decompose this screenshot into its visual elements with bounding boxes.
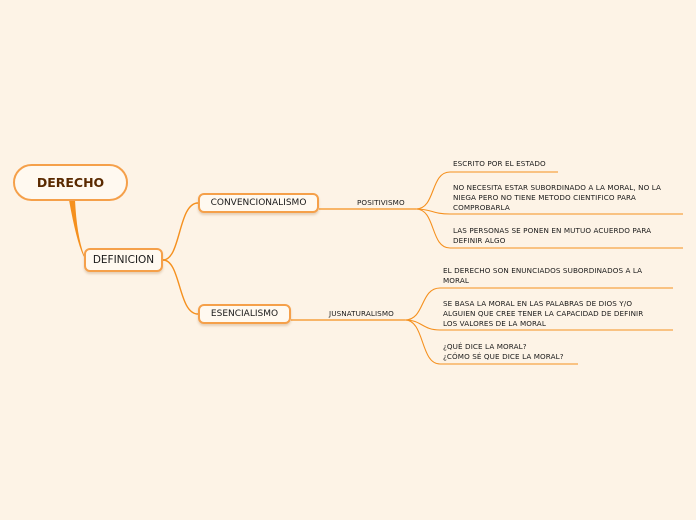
node-esencialismo[interactable]: ESENCIALISMO — [198, 304, 291, 324]
definicion-to-convencionalismo-connector — [163, 203, 198, 260]
leaf-positivismo-1[interactable]: ESCRITO POR EL ESTADO — [453, 159, 546, 168]
node-jusnaturalismo[interactable]: JUSNATURALISMO — [329, 309, 394, 318]
node-definicion[interactable]: DEFINICION — [84, 248, 163, 272]
leaf-positivismo-2[interactable]: NO NECESITA ESTAR SUBORDINADO A LA MORAL, NO LA NIEGA PERO NO TIENE METODO CIENTIFICO PARA COMPROBARLA — [453, 183, 662, 212]
root-node-derecho[interactable]: DERECHO — [13, 164, 128, 201]
leaf-jusnaturalismo-3[interactable]: ¿QUÉ DICE LA MORAL? ¿CÓMO SÉ QUE DICE LA MORAL? — [443, 342, 564, 361]
node-convencionalismo[interactable]: CONVENCIONALISMO — [198, 193, 319, 213]
definicion-to-esencialismo-connector — [163, 260, 198, 314]
leaf-positivismo-3[interactable]: LAS PERSONAS SE PONEN EN MUTUO ACUERDO PARA DEFINIR ALGO — [453, 226, 652, 245]
node-positivismo[interactable]: POSITIVISMO — [357, 198, 405, 207]
leaf-jusnaturalismo-2[interactable]: SE BASA LA MORAL EN LAS PALABRAS DE DIOS Y/O ALGUIEN QUE CREE TENER LA CAPACIDAD DE DEFINIR LOS VALORES DE LA MORAL — [443, 299, 644, 328]
leaf-jusnaturalismo-1[interactable]: EL DERECHO SON ENUNCIADOS SUBORDINADOS A LA MORAL — [443, 266, 643, 285]
